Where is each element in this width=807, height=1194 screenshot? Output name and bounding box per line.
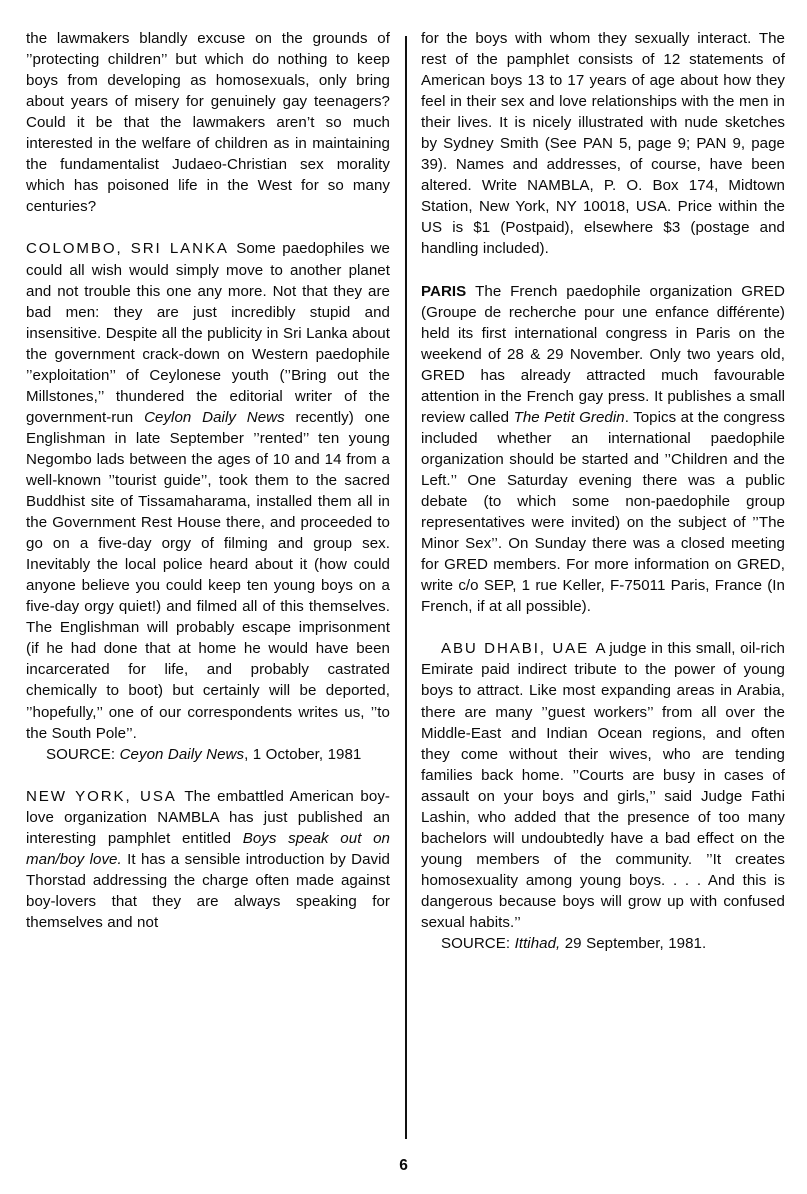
- text-run: 29 September, 1981.: [560, 935, 707, 953]
- new-york-continuation-paragraph: [421, 28, 785, 260]
- paris-item: [421, 281, 785, 618]
- text-run: A judge in this small, oil-rich Emirate paid indirect tribute to the power of young boys to attract. Like most expanding areas in Arabia, there are many ’’guest workers’’ from all over the Middle-East and Indian Ocean regions, and often they come without their wives, who are tending families back home. ’’Courts are busy in cases of assault on your boys and girls,’’ said Judge Fathi Lashin, who added that the presence of too many bachelors will undoubtedly have a bad effect on the young members of the community. ’’It creates homosexuality among young boys. . . . And this is dangerous because boys will grow up with confused sexual habits.’’: [421, 640, 785, 931]
- new-york-usa-item: [26, 786, 390, 933]
- text-run: . Topics at the congress included whether an international paedophile organization should be started and ’’Children and the Left.’’ One Saturday evening there was a public debate (to which some non-paedophile group representatives were invited) on the subject of ’’The Minor Sex’’. On Sunday there was a closed meeting for GRED members. For more information on GRED, write c/o SEP, 1 rue Keller, F-75011 Paris, France (In French, if at all possible).: [421, 408, 786, 616]
- datelines-run: COLOMBO, SRI LANKA: [26, 240, 237, 258]
- page-number: 6: [399, 1157, 408, 1174]
- italic-title-run: Ceyon Daily News: [119, 745, 245, 763]
- text-run: the lawmakers blandly excuse on the grounds of ’’protecting children’’ but which do nothing to keep boys from developing as homosexuals, only bring about years of misery for genuinely gay teenagers? Could it be that the lawmakers aren’t so much interested in the welfare of children as in maintaining the fundamentalist Judaeo-Christian sex morality which has poisoned life in the West for so many centuries?: [26, 30, 390, 216]
- text-run: Some paedophiles we could all wish would simply move to another planet and not trouble this one any more. Not that they are bad men: they are just incredibly stupid and insensitive. Despite all the publicity in Sri Lanka about the government crack-down on Western paedophile ’’exploitation’’ of Ceylonese youth (’’Bring out the Millstones,’’ thundered the editorial writer of the government-run: [26, 240, 390, 426]
- left-text-column: [26, 28, 390, 933]
- italic-title-run: The Petit Gredin: [513, 408, 625, 426]
- colombo-sri-lanka-item: [26, 238, 390, 743]
- continuation-paragraph: [26, 28, 390, 217]
- text-run: The French paedophile organization GRED (Groupe de recherche pour une enfance différente) held its first international congress in Paris on the weekend of 28 & 29 November. Only two years old, GRED has already attracted much favourable attention in the French gay press. It publishes a small review called: [421, 282, 786, 426]
- text-run: SOURCE:: [46, 745, 120, 763]
- abu-dhabi-source-line: [421, 933, 785, 954]
- italic-title-run: Ittihad,: [514, 935, 561, 953]
- text-run: SOURCE:: [441, 935, 515, 953]
- italic-title-run: Ceylon Daily News: [144, 408, 285, 426]
- abu-dhabi-item: [421, 638, 785, 933]
- right-text-column: [421, 28, 785, 954]
- datelines-run: PARIS: [421, 282, 476, 300]
- two-column-text-body: [26, 28, 785, 1132]
- datelines-run: ABU DHABI, UAE: [441, 640, 596, 658]
- text-run: for the boys with whom they sexually interact. The rest of the pamphlet consists of 12 statements of American boys 13 to 17 years of age about how they feel in their sex and love relationships with the men in their lives. It is nicely illustrated with nude sketches by Sydney Smith (See PAN 5, page 9; PAN 9, page 39). Names and addresses, of course, have been altered. Write NAMBLA, P. O. Box 174, Midtown Station, New York, NY 10018, USA. Price within the US is $1 (Postpaid), elsewhere $3 (postage and handling included).: [421, 30, 785, 258]
- vertical-divider-rule: [405, 36, 407, 1139]
- italic-title-run: Boys speak out on man/boy love.: [26, 829, 390, 868]
- text-run: recently) one Englishman in late September ’’rented’’ ten young Negombo lads between the ages of 10 and 14 from a well-known ’’tourist guide’’, took them to the sacred Buddhist site of Tissamaharama, installed them all in the Government Rest House there, and proceeded to go on a five-day orgy of filming and group sex. Inevitably the local police heard about it (how could anyone believe you could keep ten young boys on a five-day orgy quiet!) and filmed all of this themselves. The Englishman will probably escape imprisonment (if he had done that at home he would have been incarcerated for life, and probably castrated chemically to boot) but certainly will be deported, ’’hopefully,’’ one of our correspondents writes us, ’’to the South Pole’’.: [26, 408, 390, 742]
- text-run: It has a sensible introduction by David Thorstad addressing the charge often made against boy-lovers that they are always speaking for themselves and not: [26, 850, 390, 931]
- text-run: The embattled American boy-love organization NAMBLA has just published an interesting pamphlet entitled: [26, 787, 390, 847]
- colombo-source-line: [26, 744, 390, 765]
- text-run: , 1 October, 1981: [244, 745, 362, 763]
- datelines-run: NEW YORK, USA: [26, 787, 185, 805]
